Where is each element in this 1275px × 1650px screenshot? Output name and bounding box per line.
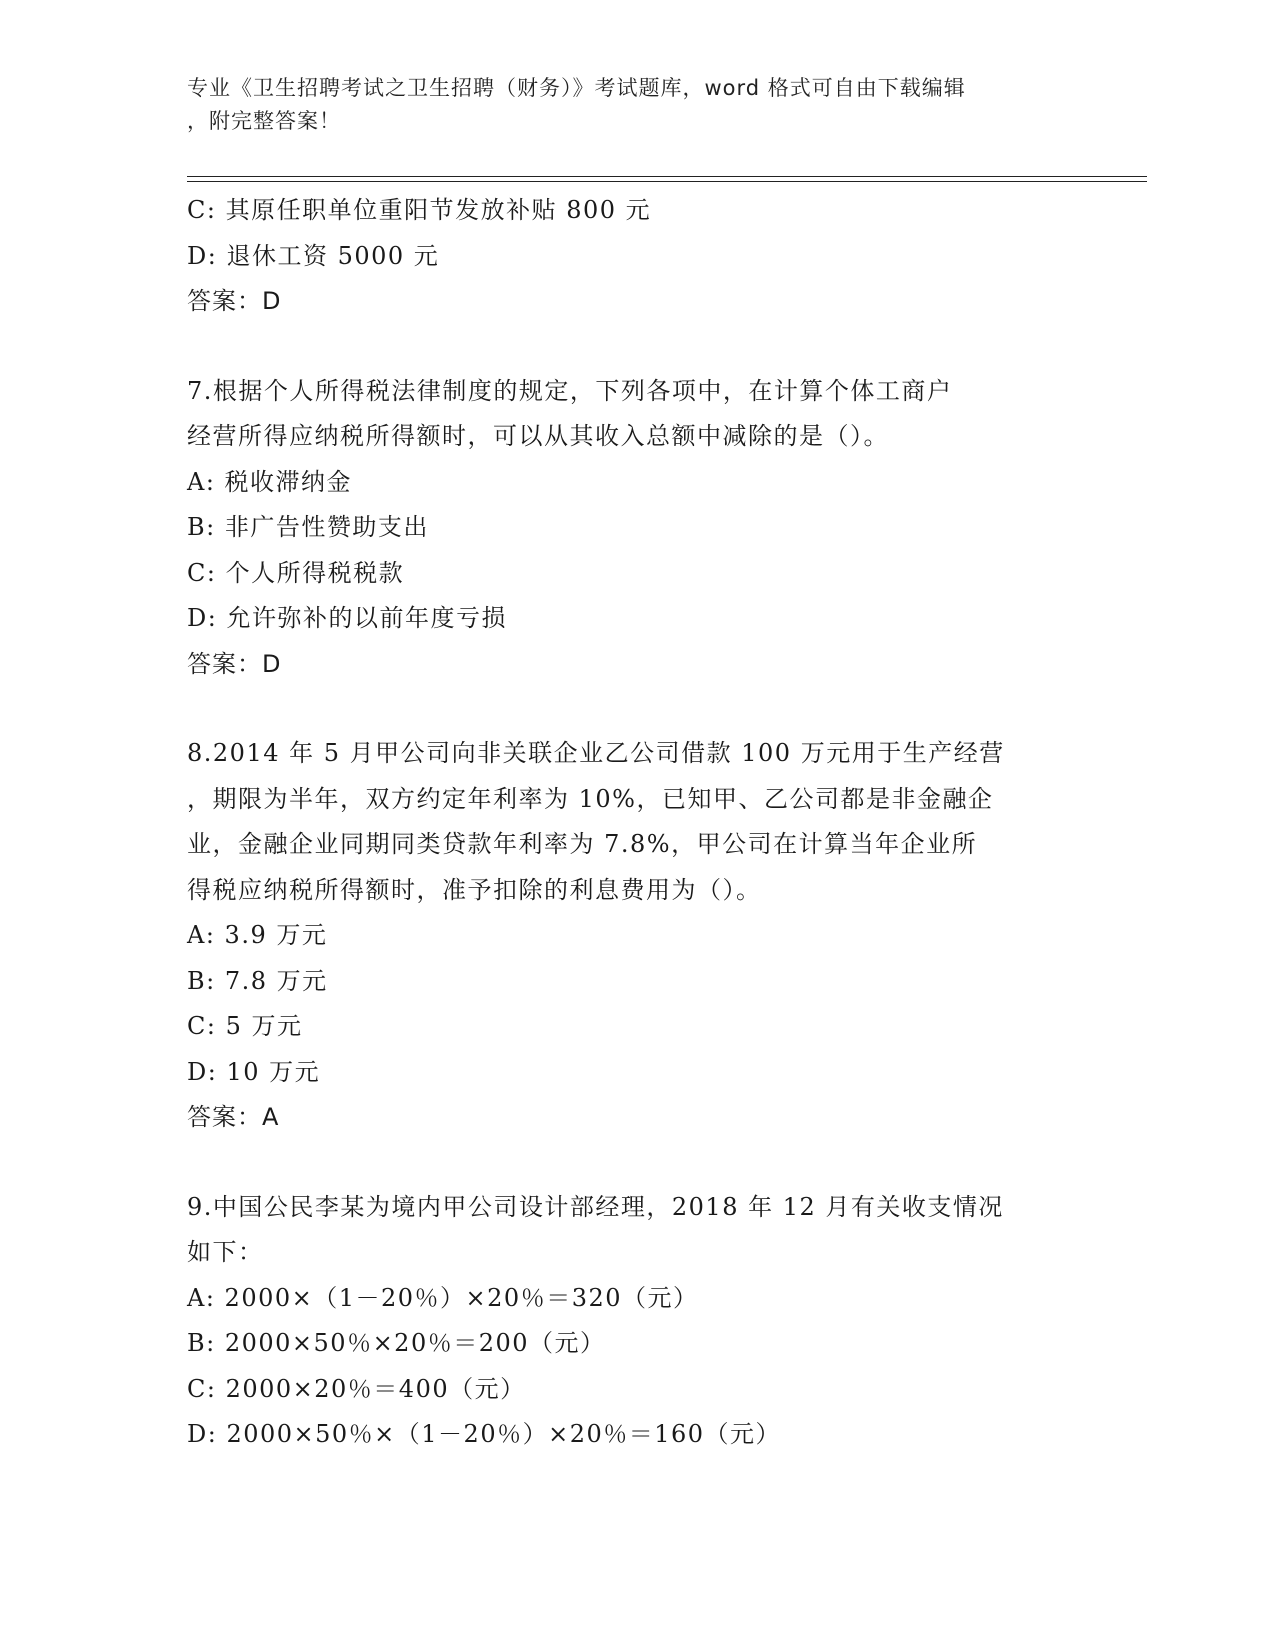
question-block-6-tail (187, 188, 1087, 325)
option-c: C: 其原任职单位重阳节发放补贴 800 元 (187, 196, 652, 224)
option-b: B: 7.8 万元 (187, 966, 328, 995)
option-b: B: 2000×50％×20％＝200（元） (187, 1329, 606, 1357)
question-stem-line: 经营所得应纳税所得额时，可以从其收入总额中减除的是（）。 (187, 422, 889, 450)
question-stem-line: 如下： (187, 1238, 264, 1266)
question-block-7 (187, 369, 1087, 688)
option-b: B: 非广告性赞助支出 (187, 513, 429, 541)
answer-line: 答案：D (187, 287, 282, 315)
option-c: C: 个人所得税税款 (187, 558, 405, 587)
question-stem-line: 9.中国公民李某为境内甲公司设计部经理，2018 年 12 月有关收支情况 (187, 1192, 1004, 1221)
option-d: D: 10 万元 (187, 1057, 321, 1086)
option-a: A: 税收滞纳金 (187, 467, 353, 496)
option-d: D: 退休工资 5000 元 (187, 241, 440, 270)
question-block-9 (187, 1185, 1087, 1458)
answer-line: 答案：D (187, 649, 282, 678)
question-list (187, 188, 1087, 1458)
question-stem-line: ，期限为半年，双方约定年利率为 10%，已知甲、乙公司都是非金融企 (187, 784, 994, 813)
header-line-2: ，附完整答案！ (187, 109, 341, 133)
option-a: A: 2000×（1－20％）×20％＝320（元） (187, 1283, 699, 1312)
document-header (187, 72, 1067, 138)
question-stem-line: 7.根据个人所得税法律制度的规定，下列各项中，在计算个体工商户 (187, 376, 953, 405)
header-rule-top (187, 176, 1147, 177)
question-block-8 (187, 731, 1087, 1141)
question-stem-line: 业，金融企业同期同类贷款年利率为 7.8%，甲公司在计算当年企业所 (187, 830, 978, 858)
option-d: D: 2000×50％×（1－20％）×20％＝160（元） (187, 1420, 782, 1448)
option-d: D: 允许弥补的以前年度亏损 (187, 604, 507, 632)
option-c: C: 2000×20％＝400（元） (187, 1374, 526, 1403)
answer-line: 答案：A (187, 1103, 280, 1131)
header-rule-bottom (187, 181, 1147, 182)
option-c: C: 5 万元 (187, 1012, 303, 1040)
header-line-1: 专业《卫生招聘考试之卫生招聘（财务）》考试题库，word 格式可自由下载编辑 (187, 76, 966, 100)
option-a: A: 3.9 万元 (187, 921, 328, 949)
question-stem-line: 得税应纳税所得额时，准予扣除的利息费用为（）。 (187, 875, 762, 904)
question-stem-line: 8.2014 年 5 月甲公司向非关联企业乙公司借款 100 万元用于生产经营 (187, 739, 1005, 767)
